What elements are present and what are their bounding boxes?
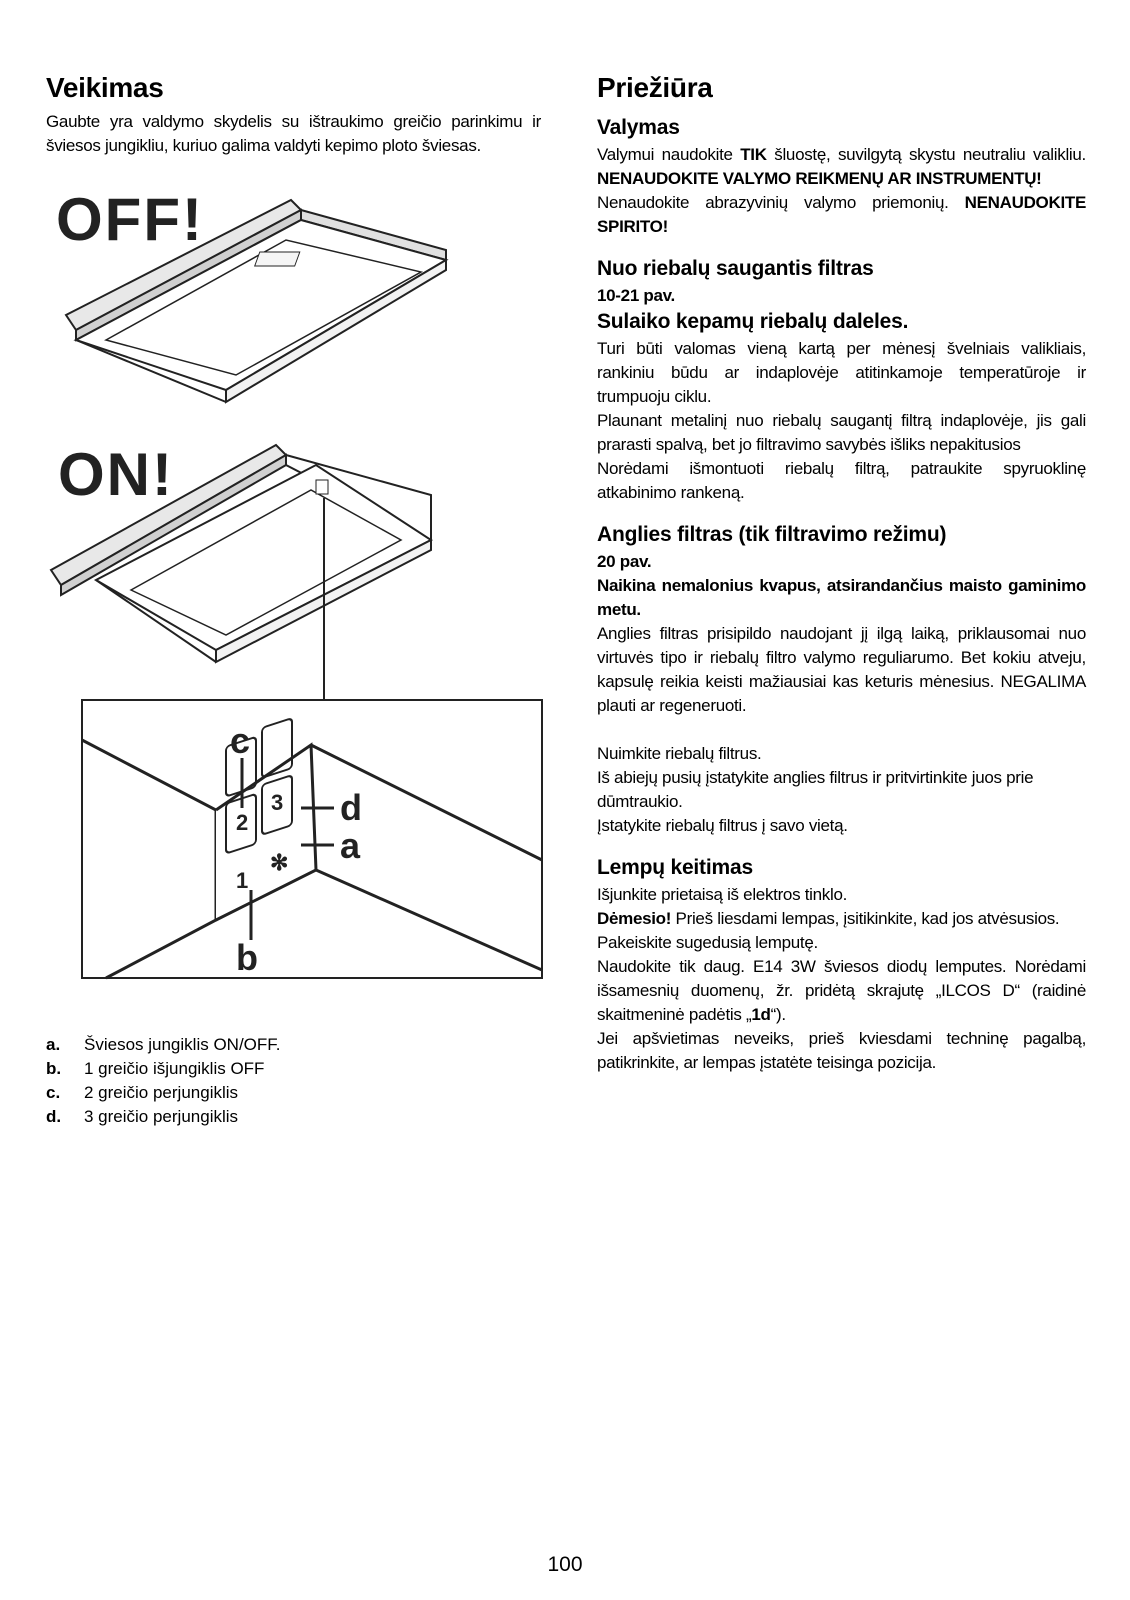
lempu-paragraph-3: Pakeiskite sugedusią lemputę. [597, 933, 818, 952]
legend-item: b. 1 greičio išjungiklis OFF [46, 1059, 265, 1078]
anglies-paragraph-1: Anglies filtras prisipildo naudojant jį ilgą laiką, priklausomai nuo virtuvės tipo ir riebalų filtro valymo reguliarumo. Bet kokiu atveju, kapsulę reikia keisti mažiausiai kas keturis mėnesius. NEGALIMA plauti ar regeneruoti. [597, 624, 1086, 715]
callout-c: c [230, 720, 251, 761]
lempu-paragraph-2: Dėmesio! Prieš liesdami lempas, įsitikinkite, kad jos atvėsusios. [597, 909, 1060, 928]
heading-anglies: Anglies filtras (tik filtravimo režimu) [597, 523, 947, 546]
section-title-prieziura: Priežiūra [597, 72, 713, 103]
section-valymas [597, 116, 1086, 239]
section-anglies [597, 523, 1086, 838]
heading-filtras: Nuo riebalų saugantis filtras [597, 257, 874, 280]
lempu-paragraph-4: Naudokite tik daug. E14 3W šviesos diodų lemputes. Norėdami išsamesnių duomenų, žr. pridėtą skrajutę „ILCOS D“ (raidinė skaitmeninė padėtis „1d“). [597, 957, 1086, 1024]
heading-valymas: Valymas [597, 116, 680, 139]
hood-figure [46, 180, 546, 1010]
filtras-paragraph-2: Plaunant metalinį nuo riebalų saugantį filtrą indaplovėje, jis gali prarasti spalvą, bet jo filtravimo savybės išliks nepakitusios [597, 411, 1086, 454]
intro-paragraph: Gaubte yra valdymo skydelis su ištraukimo greičio parinkimu ir šviesos jungikliu, kuriuo galima valdyti kepimo ploto šviesas. [46, 112, 541, 155]
legend-item: a. Šviesos jungiklis ON/OFF. [46, 1035, 281, 1054]
anglies-paragraph-3: Iš abiejų pusių įstatykite anglies filtrus ir pritvirtinkite juos prie dūmtraukio. [597, 768, 1034, 811]
left-column [46, 72, 541, 158]
section-filtras [597, 257, 1086, 505]
filtras-paragraph-1: Turi būti valomas vieną kartą per mėnesį švelniais valikliais, rankiniu būdu ar indaplovėje atitinkamoje temperatūroje ir trumpuoju ciklu. [597, 339, 1086, 406]
right-column [597, 72, 1086, 1075]
section-lempu [597, 856, 1086, 1075]
filtras-subheading: Sulaiko kepamų riebalų daleles. [597, 310, 909, 333]
lempu-paragraph-1: Išjunkite prietaisą iš elektros tinklo. [597, 885, 848, 904]
valymas-paragraph-2: Nenaudokite abrazyvinių valymo priemonių. NENAUDOKITE SPIRITO! [597, 193, 1086, 236]
anglies-paragraph-4: Įstatykite riebalų filtrus į savo vietą. [597, 816, 848, 835]
svg-text:3: 3 [271, 790, 284, 815]
page-number: 100 [547, 1553, 583, 1576]
lempu-paragraph-5: Jei apšvietimas neveiks, prieš kviesdami techninę pagalbą, patikrinkite, ar lempas įstatėte teisinga pozicija. [597, 1029, 1086, 1072]
figure-legend [46, 1033, 281, 1129]
off-label: OFF! [56, 186, 204, 253]
anglies-pav: 20 pav. [597, 552, 652, 571]
svg-text:1: 1 [236, 868, 249, 893]
legend-item: c. 2 greičio perjungiklis [46, 1083, 239, 1102]
section-title-veikimas: Veikimas [46, 72, 164, 103]
svg-text:2: 2 [236, 810, 249, 835]
filtras-paragraph-3: Norėdami išmontuoti riebalų filtrą, patraukite spyruoklinę atkabinimo rankeną. [597, 459, 1086, 502]
anglies-paragraph-2: Nuimkite riebalų filtrus. [597, 744, 762, 763]
on-label: ON! [58, 441, 174, 508]
callout-a: a [340, 825, 361, 866]
control-panel-detail [82, 700, 542, 978]
heading-lempu: Lempų keitimas [597, 856, 753, 879]
filtras-pav: 10-21 pav. [597, 286, 675, 305]
callout-b: b [236, 937, 258, 978]
anglies-bold: Naikina nemalonius kvapus, atsirandančius maisto gaminimo metu. [597, 576, 1086, 619]
svg-text:✻: ✻ [270, 850, 289, 875]
callout-d: d [340, 787, 362, 828]
valymas-paragraph-1: Valymui naudokite TIK šluostę, suvilgytą skystu neutraliu valikliu. NENAUDOKITE VALYMO REIKMENŲ AR INSTRUMENTŲ! [597, 145, 1086, 188]
legend-item: d. 3 greičio perjungiklis [46, 1107, 239, 1126]
